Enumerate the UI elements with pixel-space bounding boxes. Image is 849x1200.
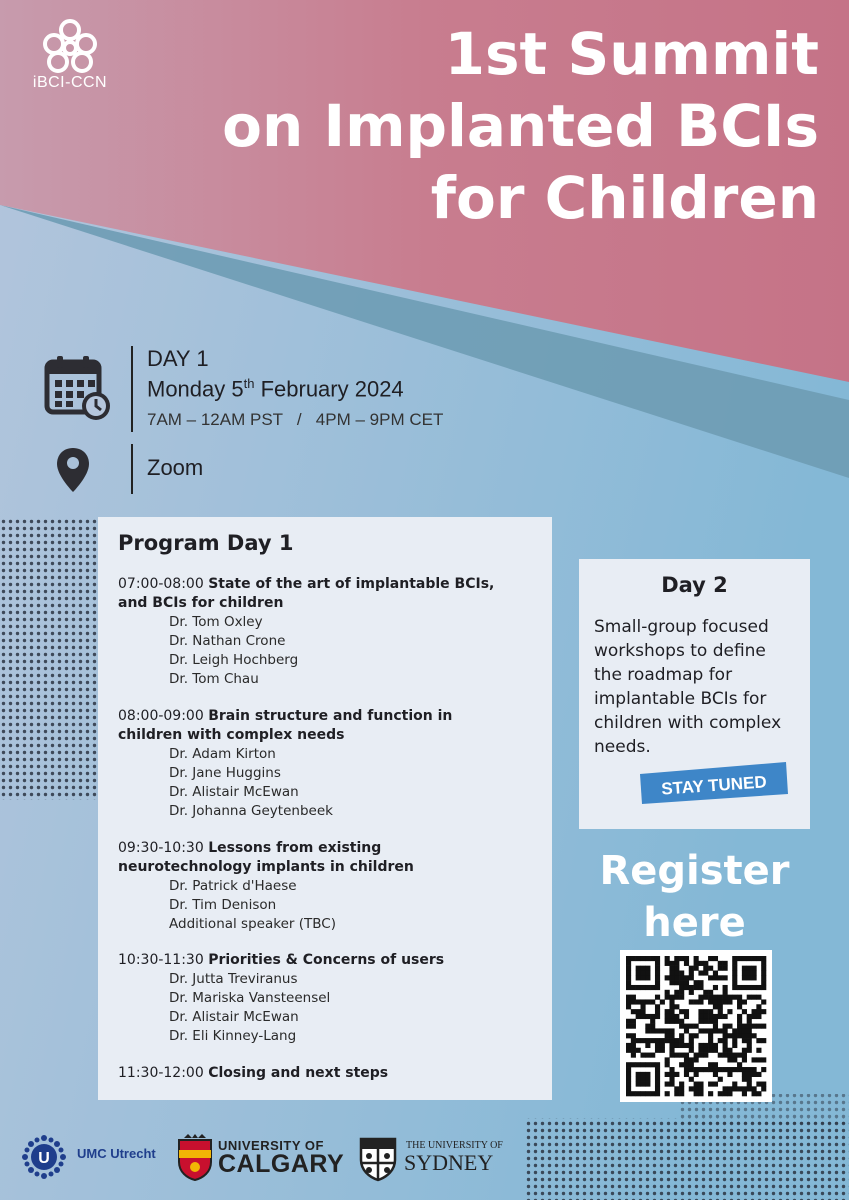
session-time: 08:00-09:00 xyxy=(118,708,204,724)
session-5 xyxy=(118,1064,538,1083)
session-4 xyxy=(118,951,538,1046)
event-time: 7AM – 12AM PST / 4PM – 9PM CET xyxy=(147,410,444,429)
session-title: Priorities & Concerns of users xyxy=(208,952,445,968)
sydney-top: THE UNIVERSITY OF xyxy=(406,1140,503,1151)
register-heading[interactable] xyxy=(579,845,810,949)
date-sup: th xyxy=(243,376,255,391)
speaker: Dr. Nathan Crone xyxy=(169,633,286,649)
umc-name: UMC Utrecht xyxy=(77,1146,156,1161)
title-line-3: for Children xyxy=(430,164,819,232)
program-panel xyxy=(98,517,552,1100)
calgary-top: UNIVERSITY OF xyxy=(218,1138,324,1153)
session-2 xyxy=(118,707,538,821)
session-title-cont: and BCIs for children xyxy=(118,595,284,611)
session-title: Brain structure and function in xyxy=(208,708,453,724)
speaker: Dr. Patrick d'Haese xyxy=(169,878,297,894)
location-pin-icon xyxy=(54,446,92,494)
session-time: 11:30-12:00 xyxy=(118,1065,204,1081)
session-title-cont: children with complex needs xyxy=(118,727,345,743)
date-suffix: February 2024 xyxy=(254,376,404,402)
page-title xyxy=(39,18,819,234)
register-line-2[interactable]: here xyxy=(643,900,746,946)
event-date xyxy=(147,376,404,402)
speaker: Additional speaker (TBC) xyxy=(169,916,336,932)
session-time: 09:30-10:30 xyxy=(118,840,204,856)
stay-tuned-badge xyxy=(638,760,790,806)
qr-code-icon[interactable] xyxy=(620,950,772,1102)
title-line-2: on Implanted BCIs xyxy=(222,92,819,160)
session-time: 07:00-08:00 xyxy=(118,576,204,592)
speaker: Dr. Alistair McEwan xyxy=(169,784,299,800)
calendar-clock-icon xyxy=(44,354,114,424)
speaker: Dr. Tim Denison xyxy=(169,897,277,913)
session-title: Closing and next steps xyxy=(208,1065,389,1081)
event-location: Zoom xyxy=(147,455,204,480)
speaker: Dr. Mariska Vansteensel xyxy=(169,990,331,1006)
speaker: Dr. Alistair McEwan xyxy=(169,1009,299,1025)
session-3 xyxy=(118,839,538,934)
speaker: Dr. Adam Kirton xyxy=(169,746,276,762)
sydney-crest-icon xyxy=(358,1136,398,1182)
sydney-bottom: SYDNEY xyxy=(404,1150,494,1175)
session-title-cont: neurotechnology implants in children xyxy=(118,859,414,875)
location-divider xyxy=(131,444,133,494)
day-label: DAY 1 xyxy=(147,346,209,371)
speaker: Dr. Leigh Hochberg xyxy=(169,652,299,668)
svg-text:U: U xyxy=(38,1150,50,1167)
speaker: Dr. Tom Oxley xyxy=(169,614,263,630)
session-title: Lessons from existing xyxy=(208,840,382,856)
speaker: Dr. Tom Chau xyxy=(169,671,259,687)
title-line-1: 1st Summit xyxy=(444,20,819,88)
date-prefix: Monday 5 xyxy=(147,376,244,402)
speaker: Dr. Johanna Geytenbeek xyxy=(169,803,333,819)
session-1 xyxy=(118,575,538,689)
calgary-bottom: CALGARY xyxy=(218,1150,345,1178)
stay-tuned-text: STAY TUNED xyxy=(660,772,768,799)
day2-description: Small-group focused workshops to define the roadmap for implantable BCIs for children with complex needs. xyxy=(594,617,782,757)
day2-heading: Day 2 xyxy=(661,573,728,597)
umc-logo-icon xyxy=(18,1134,70,1180)
session-title: State of the art of implantable BCIs, xyxy=(208,576,495,592)
speaker: Dr. Eli Kinney-Lang xyxy=(169,1028,297,1044)
session-time: 10:30-11:30 xyxy=(118,952,204,968)
brand-name: iBCI-CCN xyxy=(32,74,108,91)
event-divider xyxy=(131,346,133,432)
program-heading: Program Day 1 xyxy=(118,531,294,555)
speaker: Dr. Jutta Treviranus xyxy=(169,971,298,987)
speaker: Dr. Jane Huggins xyxy=(169,765,281,781)
calgary-crest-icon xyxy=(176,1134,214,1182)
register-line-1[interactable]: Register xyxy=(599,848,790,894)
qr-code-frame[interactable] xyxy=(620,950,772,1102)
